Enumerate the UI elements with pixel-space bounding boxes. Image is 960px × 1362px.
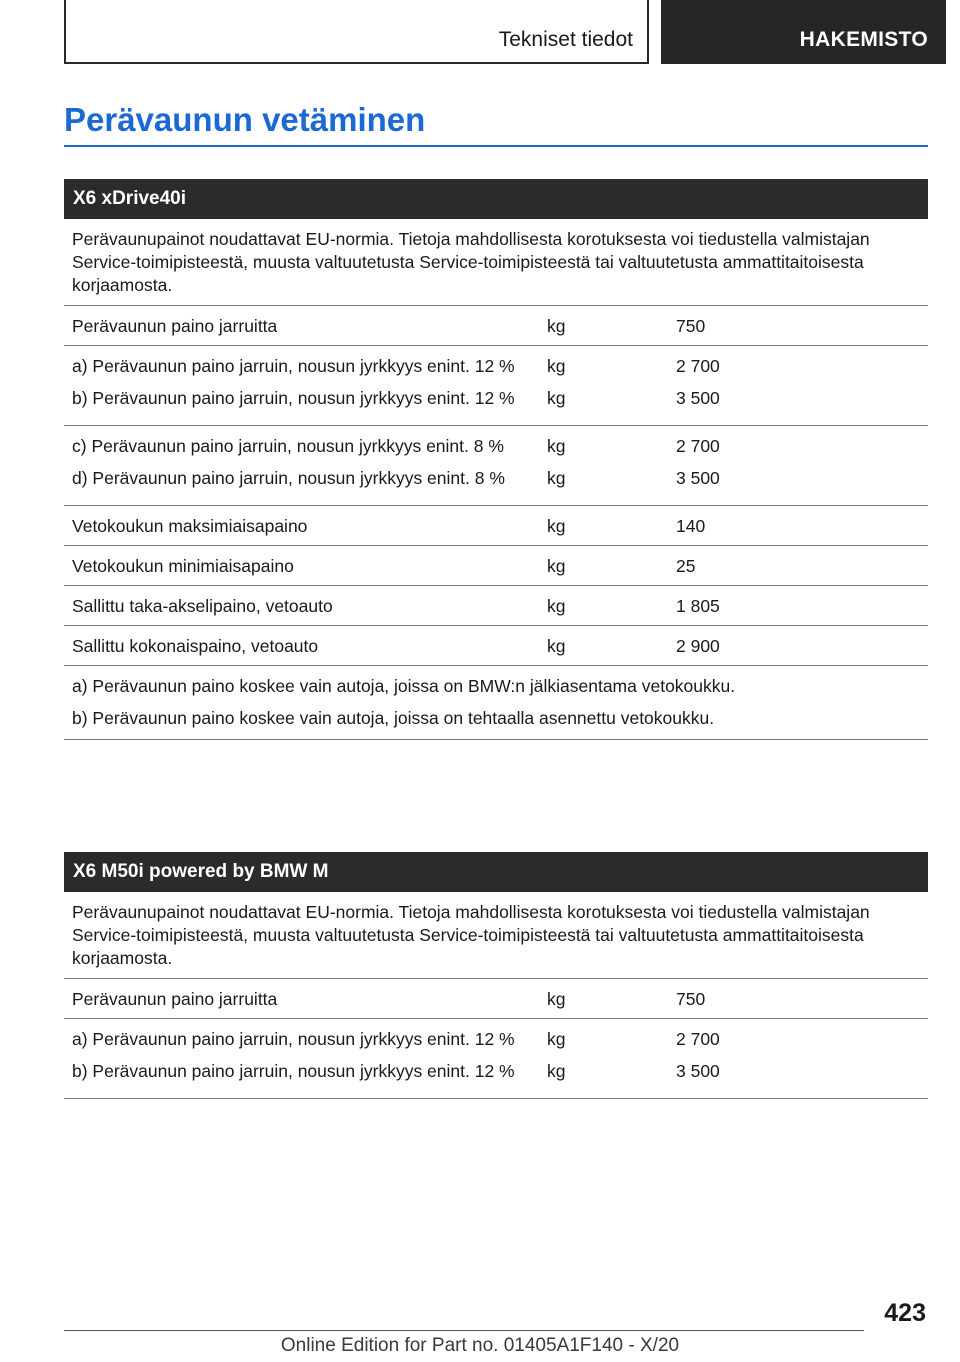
row-units bbox=[539, 1019, 668, 1090]
table-row bbox=[64, 346, 928, 426]
row-label: a) Perävaunun paino jarruin, nousun jyrkkyys enint. 12 % bbox=[72, 356, 515, 376]
tab-label: Tekniset tiedot bbox=[498, 28, 633, 51]
section-intro: Perävaunupainot noudattavat EU-normia. Tietoja mahdollisesta korotuksesta voi tiedustella valmistajan Service-toimipisteestä, muusta valtuutetusta Service-toimipisteestä tai valtuutetusta ammattitaitoisesta korjaamosta. bbox=[64, 892, 928, 979]
row-unit: kg bbox=[547, 596, 566, 616]
table-row bbox=[64, 546, 928, 586]
row-value: 2 700 bbox=[676, 436, 720, 456]
row-unit: kg bbox=[547, 556, 566, 576]
row-value: 2 700 bbox=[676, 356, 720, 376]
row-unit: kg bbox=[547, 436, 566, 456]
section-x6-m50i bbox=[64, 852, 928, 1099]
tab-label: HAKEMISTO bbox=[799, 28, 928, 51]
table-row bbox=[64, 979, 928, 1019]
row-values bbox=[668, 1019, 928, 1090]
row-value: 25 bbox=[676, 556, 696, 576]
row-unit: kg bbox=[547, 1029, 566, 1049]
tab-tekniset-tiedot[interactable] bbox=[64, 0, 649, 64]
row-value: 3 500 bbox=[676, 388, 720, 408]
row-labels bbox=[64, 426, 539, 497]
row-unit: kg bbox=[547, 388, 566, 408]
row-labels bbox=[64, 1019, 539, 1090]
edition-footer: Online Edition for Part no. 01405A1F140 - X/20 bbox=[280, 1335, 680, 1356]
row-label: Sallittu taka-akselipaino, vetoauto bbox=[72, 596, 333, 616]
row-label: Vetokoukun minimiaisapaino bbox=[72, 556, 294, 576]
row-unit: kg bbox=[547, 989, 566, 1009]
row-value: 2 700 bbox=[676, 1029, 720, 1049]
row-unit: kg bbox=[547, 636, 566, 656]
section-x6-xdrive40i bbox=[64, 179, 928, 740]
row-values bbox=[668, 426, 928, 497]
row-label: c) Perävaunun paino jarruin, nousun jyrkkyys enint. 8 % bbox=[72, 436, 504, 456]
row-value: 1 805 bbox=[676, 596, 720, 616]
footer-divider bbox=[64, 1330, 864, 1331]
row-unit: kg bbox=[547, 516, 566, 536]
row-value: 750 bbox=[676, 989, 706, 1009]
table-row bbox=[64, 626, 928, 666]
row-label: a) Perävaunun paino jarruin, nousun jyrkkyys enint. 12 % bbox=[72, 1029, 515, 1049]
row-label: Vetokoukun maksimiaisapaino bbox=[72, 516, 308, 536]
page-title: Perävaunun vetäminen bbox=[64, 101, 426, 138]
row-values bbox=[668, 346, 928, 417]
row-value: 2 900 bbox=[676, 636, 720, 656]
row-label: d) Perävaunun paino jarruin, nousun jyrkkyys enint. 8 % bbox=[72, 468, 505, 488]
row-unit: kg bbox=[547, 356, 566, 376]
row-label: Perävaunun paino jarruitta bbox=[72, 316, 278, 336]
row-unit: kg bbox=[547, 468, 566, 488]
table-row bbox=[64, 586, 928, 626]
row-units bbox=[539, 426, 668, 497]
footnote: a) Perävaunun paino koskee vain autoja, joissa on BMW:n jälkiasentama vetokoukku. bbox=[72, 676, 736, 696]
row-label: Perävaunun paino jarruitta bbox=[72, 989, 278, 1009]
section-intro: Perävaunupainot noudattavat EU-normia. Tietoja mahdollisesta korotuksesta voi tiedustella valmistajan Service-toimipisteestä, muusta valtuutetusta Service-toimipisteestä tai valtuutetusta ammattitaitoisesta korjaamosta. bbox=[64, 219, 928, 306]
row-label: b) Perävaunun paino jarruin, nousun jyrkkyys enint. 12 % bbox=[72, 1061, 515, 1081]
section-header: X6 M50i powered by BMW M bbox=[64, 852, 928, 892]
row-unit: kg bbox=[547, 1061, 566, 1081]
section-header: X6 xDrive40i bbox=[64, 179, 928, 219]
table-row bbox=[64, 306, 928, 346]
table-row bbox=[64, 1019, 928, 1099]
table-row bbox=[64, 426, 928, 506]
table-row bbox=[64, 506, 928, 546]
row-value: 140 bbox=[676, 516, 706, 536]
row-label: Sallittu kokonaispaino, vetoauto bbox=[72, 636, 319, 656]
row-unit: kg bbox=[547, 316, 566, 336]
row-value: 750 bbox=[676, 316, 706, 336]
row-label: b) Perävaunun paino jarruin, nousun jyrkkyys enint. 12 % bbox=[72, 388, 515, 408]
footnotes bbox=[64, 666, 928, 740]
tab-hakemisto[interactable] bbox=[661, 0, 946, 64]
title-divider bbox=[64, 145, 928, 147]
row-labels bbox=[64, 346, 539, 417]
page-number: 423 bbox=[884, 1299, 926, 1327]
footnote: b) Perävaunun paino koskee vain autoja, joissa on tehtaalla asennettu vetokoukku. bbox=[72, 708, 715, 728]
row-units bbox=[539, 346, 668, 417]
row-value: 3 500 bbox=[676, 1061, 720, 1081]
row-value: 3 500 bbox=[676, 468, 720, 488]
